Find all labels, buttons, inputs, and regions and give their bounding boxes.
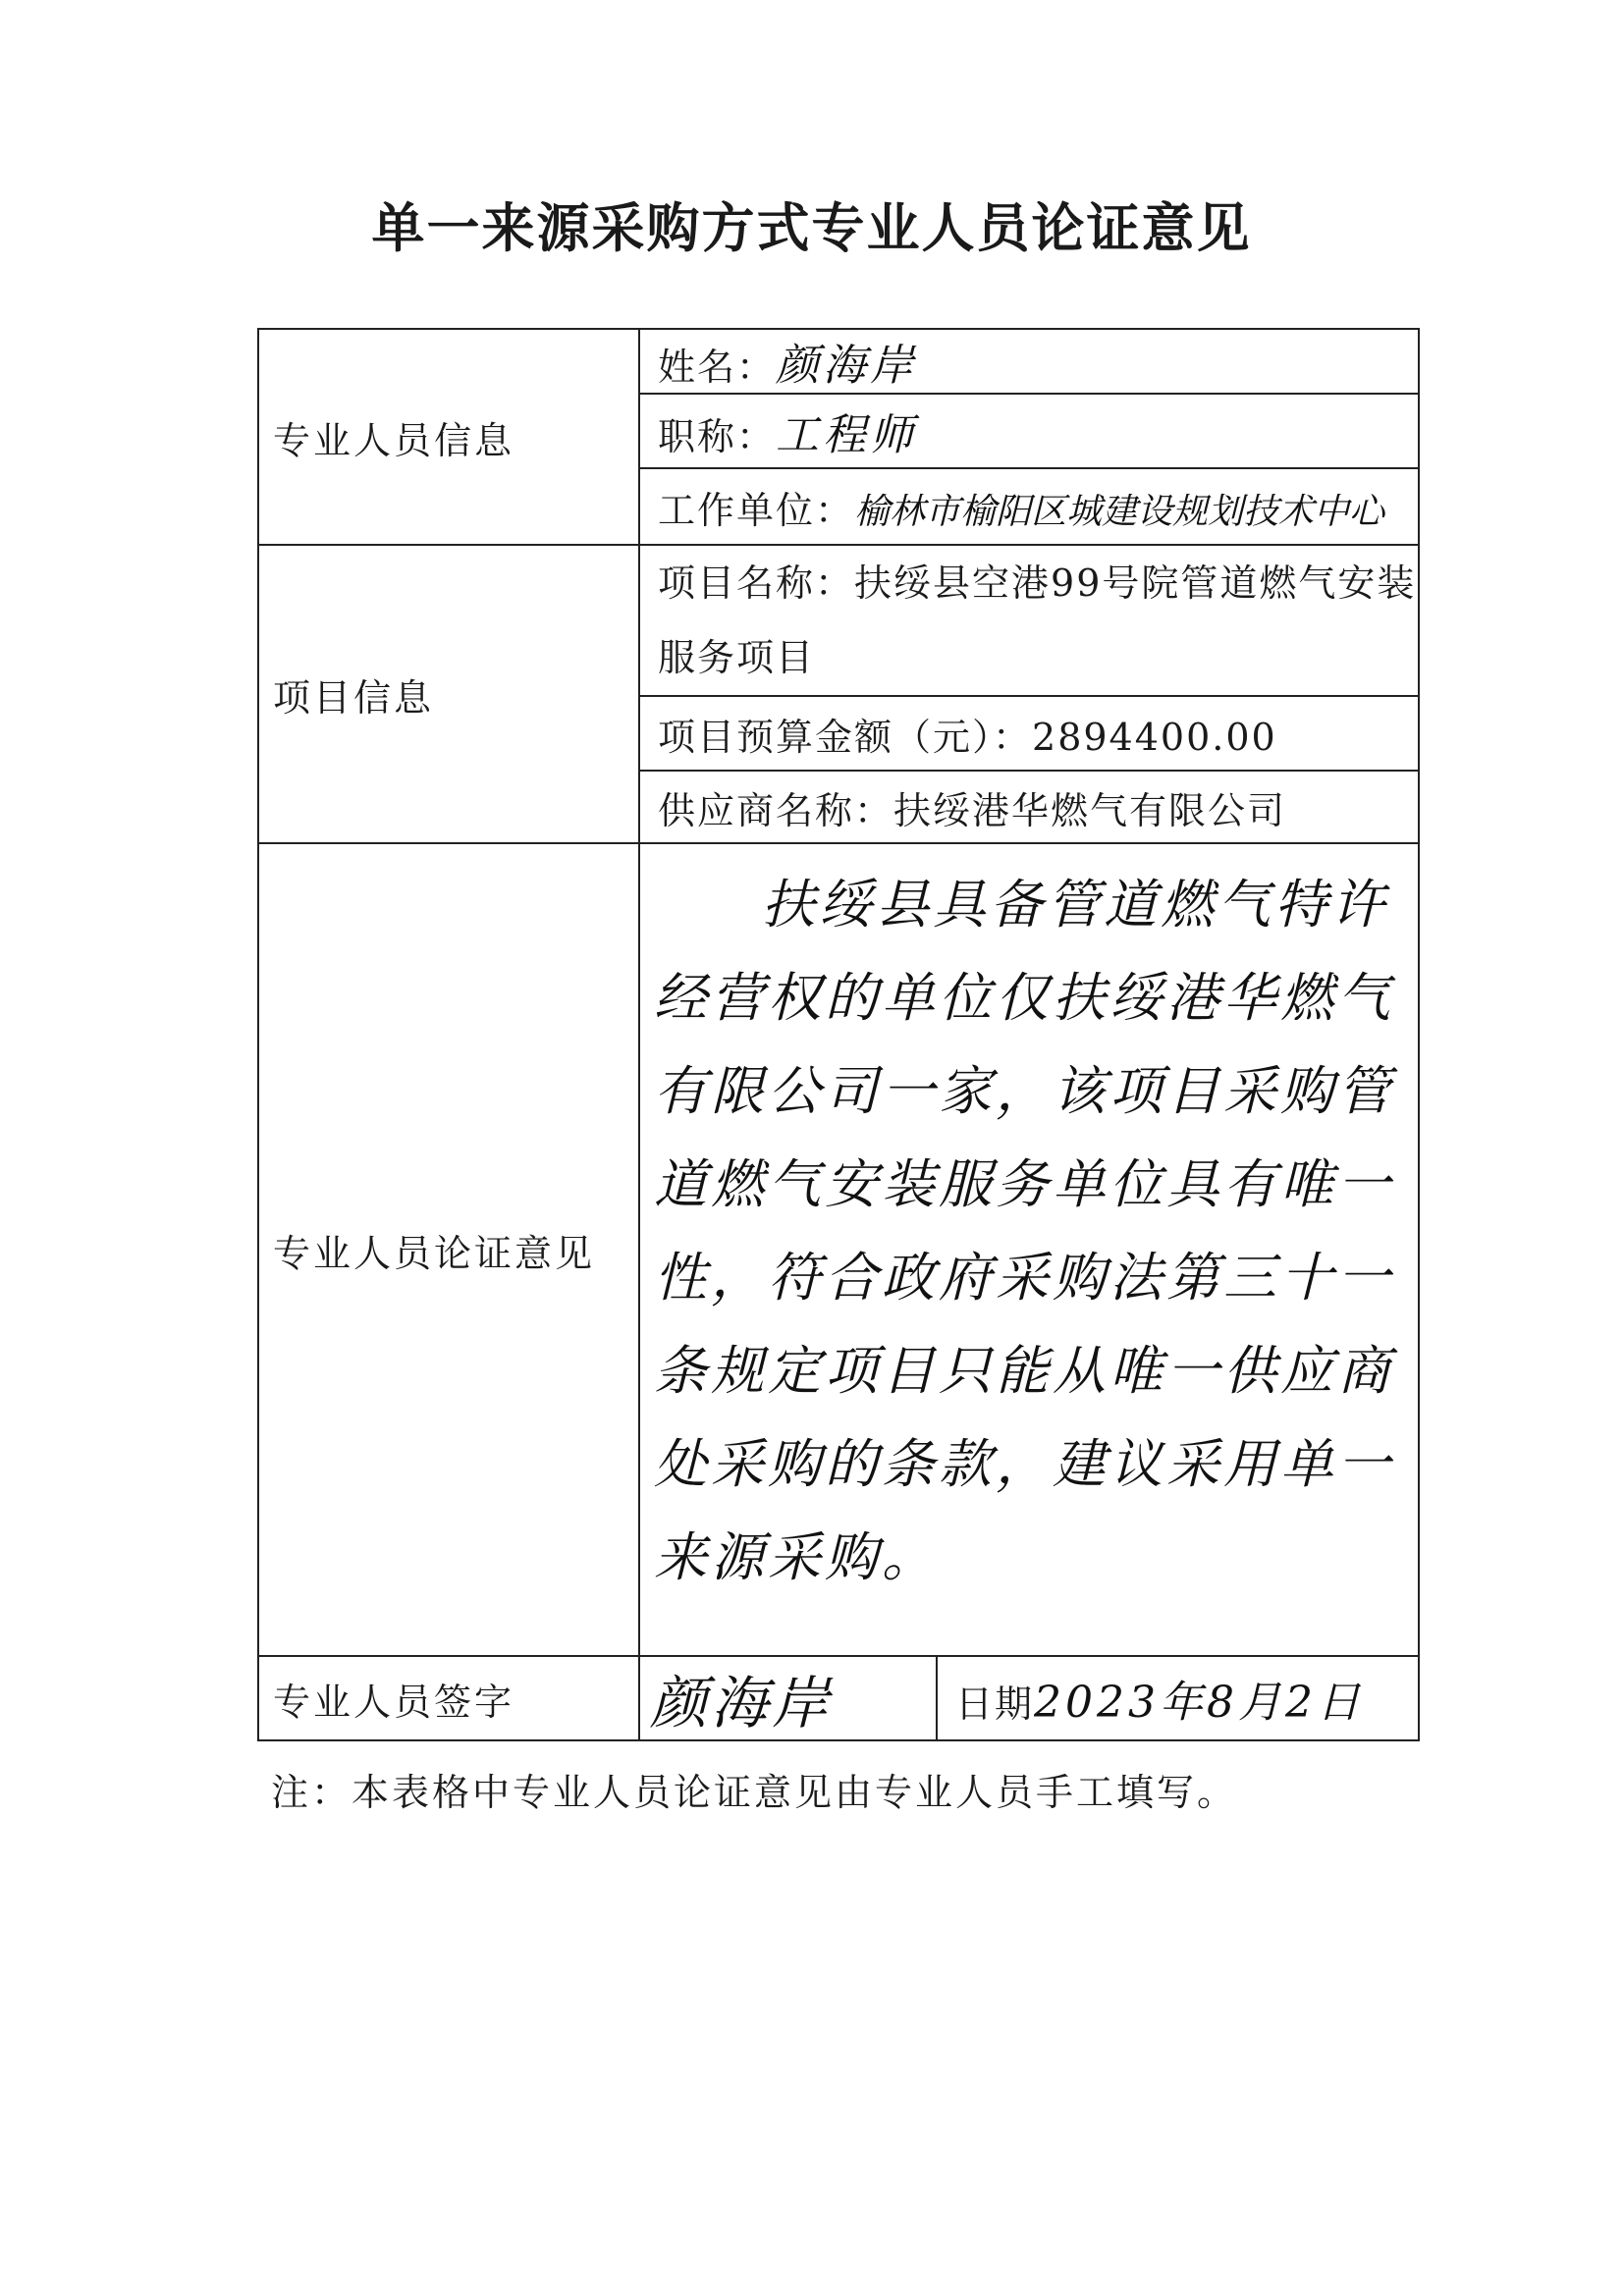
project-supplier-value: 扶绥港华燃气有限公司 (893, 788, 1287, 832)
document-title: 单一来源采购方式专业人员论证意见 (371, 197, 1252, 259)
project-name-value: 扶绥县空港99号院管道燃气安装服务项目 (658, 561, 1417, 679)
project-section-label: 项目信息 (258, 545, 639, 843)
opinion-section-label: 专业人员论证意见 (258, 843, 639, 1656)
opinion-text: 扶绥县具备管道燃气特许经营权的单位仅扶绥港华燃气有限公司一家，该项目采购管道燃气安装服务单位具有唯一性，符合政府采购法第三十一条规定项目只能从唯一供应商处采购的条款，建议采用单一来源采购。 (654, 874, 1394, 1588)
project-supplier-cell (639, 771, 1419, 843)
project-budget-label: 项目预算金额（元）： (658, 715, 1033, 759)
signature-label: 专业人员签字 (258, 1656, 639, 1740)
project-name-row (258, 545, 1419, 696)
expert-opinion-form (257, 328, 1420, 1741)
project-supplier-label: 供应商名称： (658, 788, 894, 832)
date-value: 2023年8月2日 (1034, 1678, 1364, 1728)
expert-title-value: 工程师 (776, 410, 918, 460)
expert-section-label: 专业人员信息 (258, 329, 639, 545)
expert-employer-value: 榆林市榆阳区城建设规划技术中心 (854, 491, 1385, 532)
project-budget-cell (639, 696, 1419, 771)
opinion-cell (639, 843, 1419, 1656)
project-budget-value: 2894400.00 (1032, 715, 1277, 759)
expert-title-label: 职称： (658, 415, 777, 458)
date-cell (937, 1656, 1419, 1740)
project-name-cell (639, 545, 1419, 696)
signature-row (258, 1656, 1419, 1740)
expert-name-value: 颜海岸 (776, 341, 918, 391)
project-name-label: 项目名称： (658, 561, 855, 605)
expert-name-label: 姓名： (658, 346, 777, 389)
expert-employer-cell (639, 468, 1419, 545)
opinion-row (258, 843, 1419, 1656)
expert-employer-label: 工作单位： (658, 488, 855, 532)
date-label: 日期 (955, 1682, 1035, 1726)
expert-name-row (258, 329, 1419, 394)
form-note: 注：本表格中专业人员论证意见由专业人员手工填写。 (271, 1771, 1238, 1814)
expert-name-cell (639, 329, 1419, 394)
signature-cell (639, 1656, 937, 1740)
expert-title-cell (639, 394, 1419, 468)
signature-value: 颜海岸 (650, 1670, 834, 1736)
